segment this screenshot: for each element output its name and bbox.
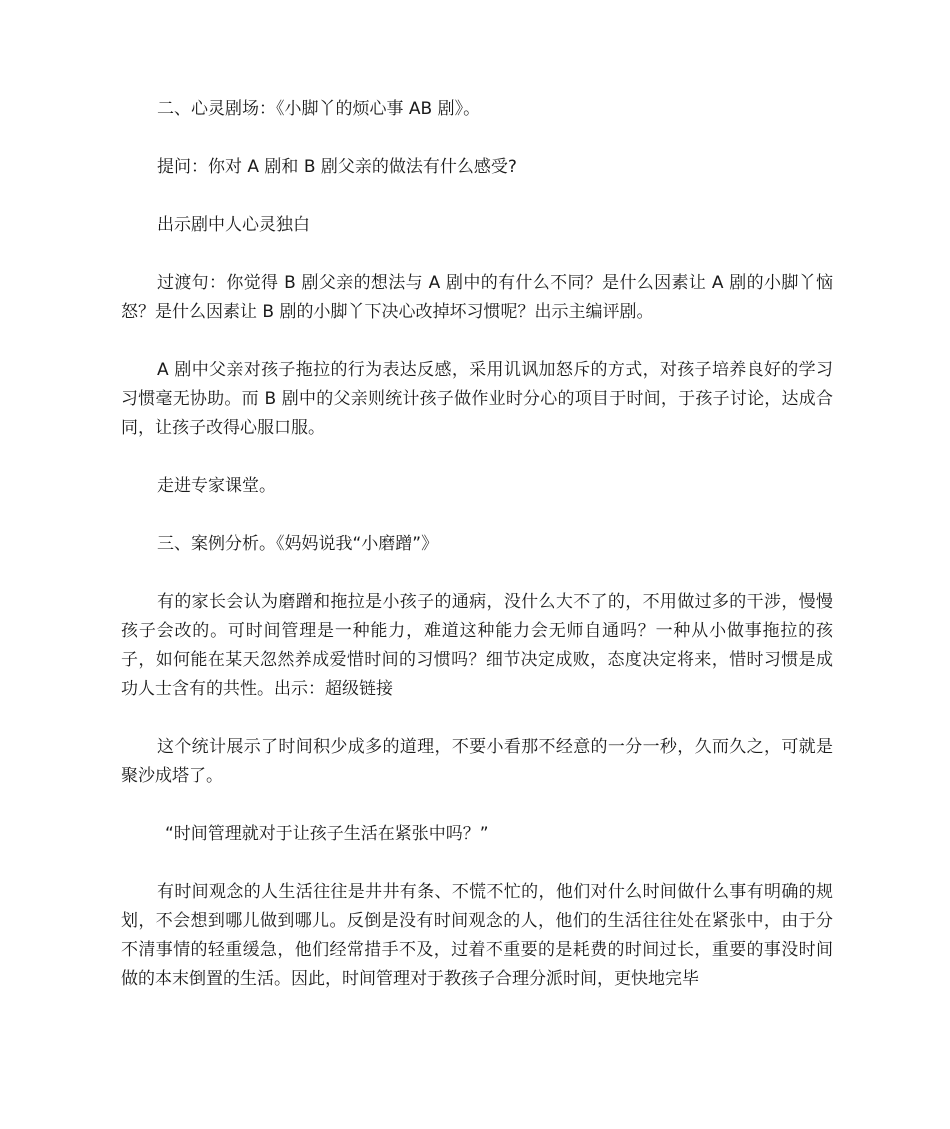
question-paragraph: 提问：你对 A 剧和 B 剧父亲的做法有什么感受? [157, 157, 517, 177]
document-body [121, 95, 833, 1023]
quote-paragraph: “时间管理就对于让孩子生活在紧张中吗？” [165, 824, 489, 844]
habit-paragraph: 有的家长会认为磨蹭和拖拉是小孩子的通病，没什么大不了的，不用做过多的干涉，慢慢孩子会改的。可时间管理是一种能力，难道这种能力会无师自通吗？一种从小做事拖拉的孩子，如何能在某天忽然养成爱惜时间的习惯吗？细节决定成败，态度决定将来，惜时习惯是成功人士含有的共性。出示：超级链接 [121, 592, 833, 699]
transition-paragraph: 过渡句：你觉得 B 剧父亲的想法与 A 剧中的有什么不同？是什么因素让 A 剧的小脚丫恼怒？是什么因素让 B 剧的小脚丫下决心改掉坏习惯呢？出示主编评剧。 [121, 273, 833, 322]
comparison-paragraph: A 剧中父亲对孩子拖拉的行为表达反感，采用讥讽加怒斥的方式，对孩子培养良好的学习习惯毫无协助。而 B 剧中的父亲则统计孩子做作业时分心的项目于时间，于孩子讨论，达成合同，让孩子改得心服口服。 [121, 360, 833, 438]
section-heading-mind-theater: 二、心灵剧场：《小脚丫的烦心事 AB 剧》。 [157, 99, 481, 119]
statistics-paragraph: 这个统计展示了时间积少成多的道理，不要小看那不经意的一分一秒，久而久之，可就是聚沙成塔了。 [121, 737, 833, 786]
section-heading-case-analysis: 三、案例分析。《妈妈说我“小磨蹭”》 [157, 534, 439, 554]
expert-classroom-paragraph: 走进专家课堂。 [157, 476, 276, 496]
time-concept-paragraph: 有时间观念的人生活往往是井井有条、不慌不忙的，他们对什么时间做什么事有明确的规划，不会想到哪儿做到哪儿。反倒是没有时间观念的人，他们的生活往往处在紧张中，由于分不清事情的轻重缓急，他们经常措手不及，过着不重要的是耗费的时间过长，重要的事没时间做的本末倒置的生活。因此，时间管理对于教孩子合理分派时间，更快地完毕 [121, 882, 833, 989]
monologue-paragraph: 出示剧中人心灵独白 [157, 215, 310, 235]
